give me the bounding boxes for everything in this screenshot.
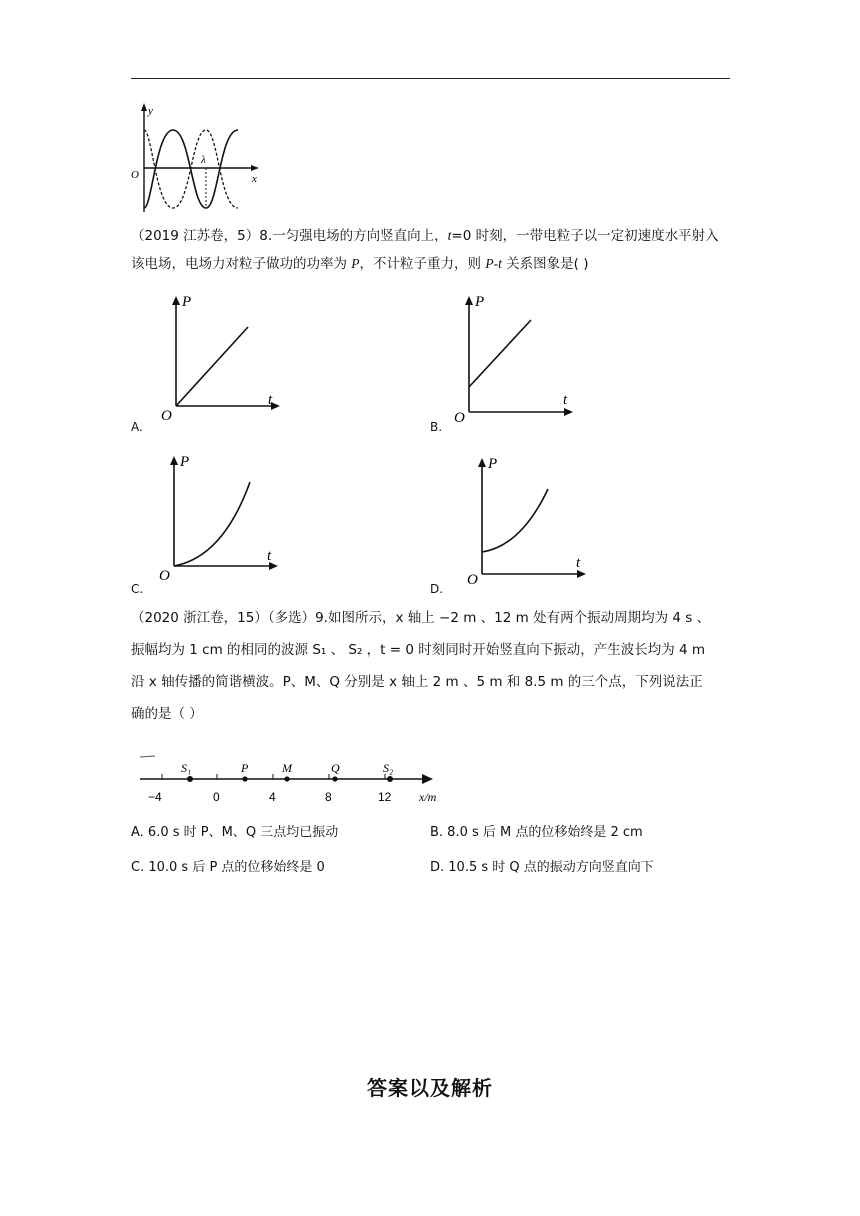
q9-line-3: 沿 x 轴传播的简谐横波。P、M、Q 分别是 x 轴上 2 m 、5 m 和 8.5 m 的三个点，下列说法正: [131, 674, 703, 690]
s2-label: S₂: [383, 761, 394, 775]
graph-c: [158, 452, 288, 582]
graph-a-x-label: t: [268, 392, 273, 408]
unit-label: x/m: [419, 790, 437, 804]
graph-a-option: A.: [131, 420, 143, 434]
graph-d-origin: O: [467, 572, 478, 588]
graph-b: [453, 292, 583, 426]
graph-d-y-label: P: [488, 456, 498, 472]
q9-line-1: 如图所示，x 轴上 −2 m 、12 m 处有两个振动周期均为 4 s 、: [327, 610, 711, 626]
tick-4: 4: [269, 790, 276, 804]
q9-number: 9.: [315, 610, 328, 626]
answer-c: C. 10.0 s 后 P 点的位移始终是 0: [131, 860, 325, 875]
graph-b-x-label: t: [563, 392, 568, 408]
q8-p-var: P: [351, 256, 360, 271]
q8-text-4: 关系图象是( ): [501, 256, 589, 272]
q9-source: （2020 浙江卷，15）（多选）: [131, 610, 316, 626]
graph-b-origin: O: [454, 410, 465, 426]
question-8: [131, 222, 731, 278]
graph-d-option: D.: [430, 582, 444, 596]
tick-neg4: −4: [148, 790, 162, 804]
q8-text-2: =0 时刻，一带电粒子以一定初速度水平射入该电场，电场力对粒子做功的功率为: [131, 228, 719, 272]
graph-d: [466, 454, 596, 588]
q9-line-2: 振幅均为 1 cm 的相同的波源 S₁ 、 S₂ ，t = 0 时刻同时开始竖直向下振动，产生波长均为 4 m: [131, 642, 706, 658]
graph-c-origin: O: [159, 568, 170, 584]
graph-c-x-label: t: [267, 548, 272, 564]
q-label: Q: [331, 761, 340, 775]
answer-d: D. 10.5 s 时 Q 点的振动方向竖直向下: [430, 860, 654, 875]
graph-a-origin: O: [161, 408, 172, 424]
wave-figure: [128, 100, 263, 220]
graph-c-y-label: P: [180, 454, 190, 470]
graph-b-option: B.: [430, 420, 443, 434]
question-9: [131, 602, 731, 730]
s1-label: S₁: [181, 761, 192, 775]
wave-x-label: x: [252, 173, 257, 185]
answer-a: A. 6.0 s 时 P、M、Q 三点均已振动: [131, 825, 339, 840]
q8-text-1: 一匀强电场的方向竖直向上，: [272, 228, 448, 244]
q8-source: （2019 江苏卷，5）: [131, 228, 260, 244]
graph-a: [160, 292, 290, 422]
q9-line-4: 确的是（ ）: [131, 706, 203, 722]
q8-text-3: ，不计粒子重力，则: [359, 256, 486, 272]
graph-d-x-label: t: [576, 555, 581, 571]
tick-12: 12: [378, 790, 392, 804]
graph-a-y-label: P: [182, 294, 192, 310]
q8-pt-var: P-t: [485, 256, 502, 271]
section-heading: 答案以及解析: [367, 1076, 493, 1100]
x-axis-figure: [135, 752, 450, 807]
wave-y-label: y: [148, 105, 153, 117]
graph-c-option: C.: [131, 582, 144, 596]
tick-8: 8: [325, 790, 332, 804]
m-label: M: [282, 761, 292, 775]
header-rule: [131, 78, 730, 79]
q8-number: 8.: [259, 228, 273, 244]
wave-lambda-label: λ: [201, 154, 206, 166]
answer-b: B. 8.0 s 后 M 点的位移始终是 2 cm: [430, 825, 643, 840]
q8-t-var: t: [447, 228, 452, 243]
graph-b-y-label: P: [475, 294, 485, 310]
p-label: P: [241, 761, 249, 775]
tick-0: 0: [213, 790, 220, 804]
wave-origin-label: O: [131, 169, 139, 181]
